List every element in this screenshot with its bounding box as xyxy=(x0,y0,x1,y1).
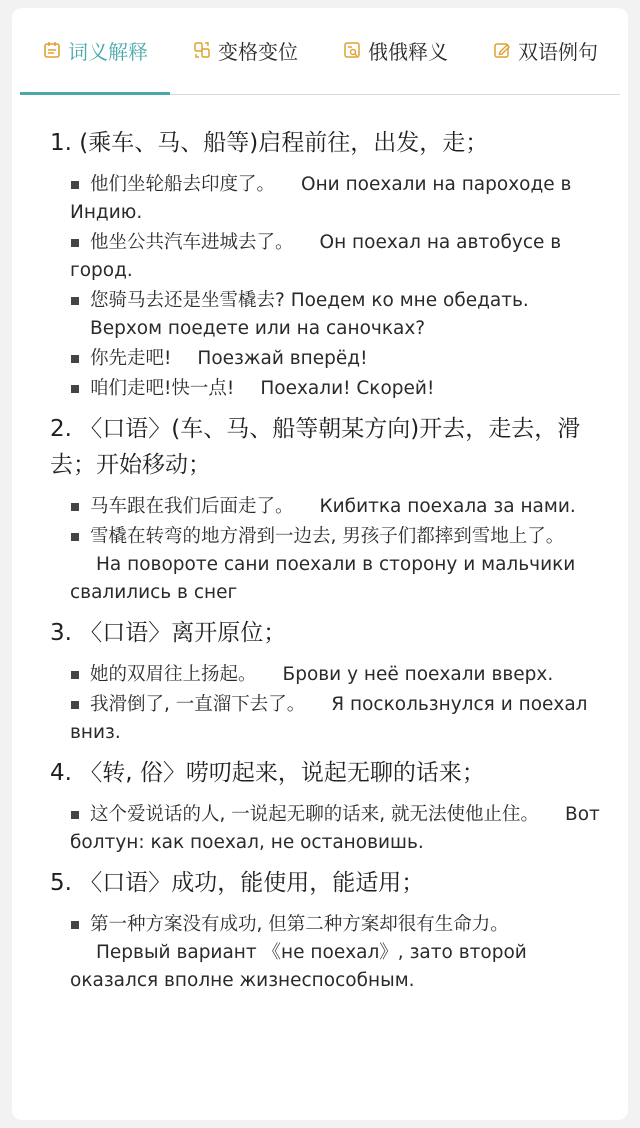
sense-title: 5. 〈口语〉成功，能使用，能适用； xyxy=(50,870,425,896)
example-item xyxy=(50,691,604,747)
bullet-icon xyxy=(71,533,79,541)
search-doc-icon xyxy=(342,40,362,60)
example-list xyxy=(50,661,604,747)
tab-meaning[interactable] xyxy=(20,8,170,94)
example-ru: Брови у неё поехали вверх. xyxy=(282,664,554,685)
example-item xyxy=(50,523,604,607)
example-ru: Поехали! Скорей! xyxy=(260,378,435,399)
definitions xyxy=(12,95,628,995)
example-ru: Первый вариант 《не поехал》, зато второй оказался вполне жизнеспособным. xyxy=(70,942,527,991)
sense-title: 4. 〈转, 俗〉唠叨起来，说起无聊的话来； xyxy=(50,760,485,786)
swap-icon xyxy=(192,40,212,60)
bullet-icon xyxy=(71,921,79,929)
example-item xyxy=(50,345,604,373)
example-ru: Кибитка поехала за нами. xyxy=(319,496,576,517)
example-zh: 他们坐轮船去印度了。 xyxy=(90,174,276,195)
example-ru: Поезжай вперёд! xyxy=(197,348,368,369)
tab-bar xyxy=(20,8,620,95)
calendar-note-icon xyxy=(42,40,62,60)
bullet-icon xyxy=(71,181,79,189)
bullet-icon xyxy=(71,297,79,305)
example-ru: Он поехал на автобусе в город. xyxy=(70,232,562,281)
bullet-icon xyxy=(71,811,79,819)
sense-title: 1. (乘车、马、船等)启程前往，出发，走； xyxy=(50,130,489,156)
example-zh: 您骑马去还是坐雪橇去? Поедем ко мне обедать. xyxy=(90,290,529,311)
tab-russian-definition-label: 俄俄释义 xyxy=(368,39,448,64)
example-item xyxy=(50,801,604,857)
tab-bilingual-examples-label: 双语例句 xyxy=(518,39,598,64)
example-zh: 他坐公共汽车进城去了。 xyxy=(90,232,294,253)
bullet-icon xyxy=(71,671,79,679)
sense-title: 2. 〈口语〉(车、马、船等朝某方向)开去，走去，滑去；开始移动； xyxy=(50,416,581,478)
tab-declension[interactable] xyxy=(170,8,320,94)
bullet-icon xyxy=(71,239,79,247)
sense-1 xyxy=(50,125,604,403)
sense-title: 3. 〈口语〉离开原位； xyxy=(50,620,287,646)
sense-3 xyxy=(50,615,604,747)
example-item xyxy=(50,911,604,995)
example-item xyxy=(50,287,604,343)
edit-icon xyxy=(492,40,512,60)
sense-5 xyxy=(50,865,604,995)
example-zh: 咱们走吧!快一点! xyxy=(90,378,235,399)
tab-meaning-label: 词义解释 xyxy=(68,39,148,64)
bullet-icon xyxy=(71,503,79,511)
example-ru: На повороте сани поехали в сторону и мальчики свалились в снег xyxy=(70,554,576,603)
sense-4 xyxy=(50,755,604,857)
example-item xyxy=(50,375,604,403)
example-zh: 第一种方案没有成功, 但第二种方案却很有生命力。 xyxy=(90,914,509,935)
tab-russian-definition[interactable] xyxy=(320,8,470,94)
example-zh: 这个爱说话的人, 一说起无聊的话来, 就无法使他止住。 xyxy=(90,804,540,825)
bullet-icon xyxy=(71,701,79,709)
example-item xyxy=(50,171,604,227)
example-zh: 雪橇在转弯的地方滑到一边去, 男孩子们都摔到雪地上了。 xyxy=(90,526,565,547)
bullet-icon xyxy=(71,355,79,363)
example-list xyxy=(50,801,604,857)
example-ru: Я поскользнулся и поехал вниз. xyxy=(70,694,588,743)
active-tab-indicator xyxy=(20,92,170,95)
tab-bilingual-examples[interactable] xyxy=(470,8,620,94)
example-ru: Они поехали на пароходе в Индию. xyxy=(70,174,572,223)
tab-declension-label: 变格变位 xyxy=(218,39,298,64)
example-zh: 她的双眉往上扬起。 xyxy=(90,664,257,685)
example-zh: 你先走吧! xyxy=(90,348,172,369)
example-item xyxy=(50,493,604,521)
example-list xyxy=(50,493,604,607)
sense-2 xyxy=(50,411,604,607)
example-item xyxy=(50,229,604,285)
example-list xyxy=(50,171,604,403)
example-zh: 我滑倒了, 一直溜下去了。 xyxy=(90,694,306,715)
example-ru: Верхом поедете или на саночках? xyxy=(90,318,426,339)
bullet-icon xyxy=(71,385,79,393)
example-list xyxy=(50,911,604,995)
example-zh: 马车跟在我们后面走了。 xyxy=(90,496,294,517)
example-item xyxy=(50,661,604,689)
example-ru: Вот болтун: как поехал, не остановишь. xyxy=(70,804,600,853)
dictionary-card xyxy=(12,8,628,1120)
